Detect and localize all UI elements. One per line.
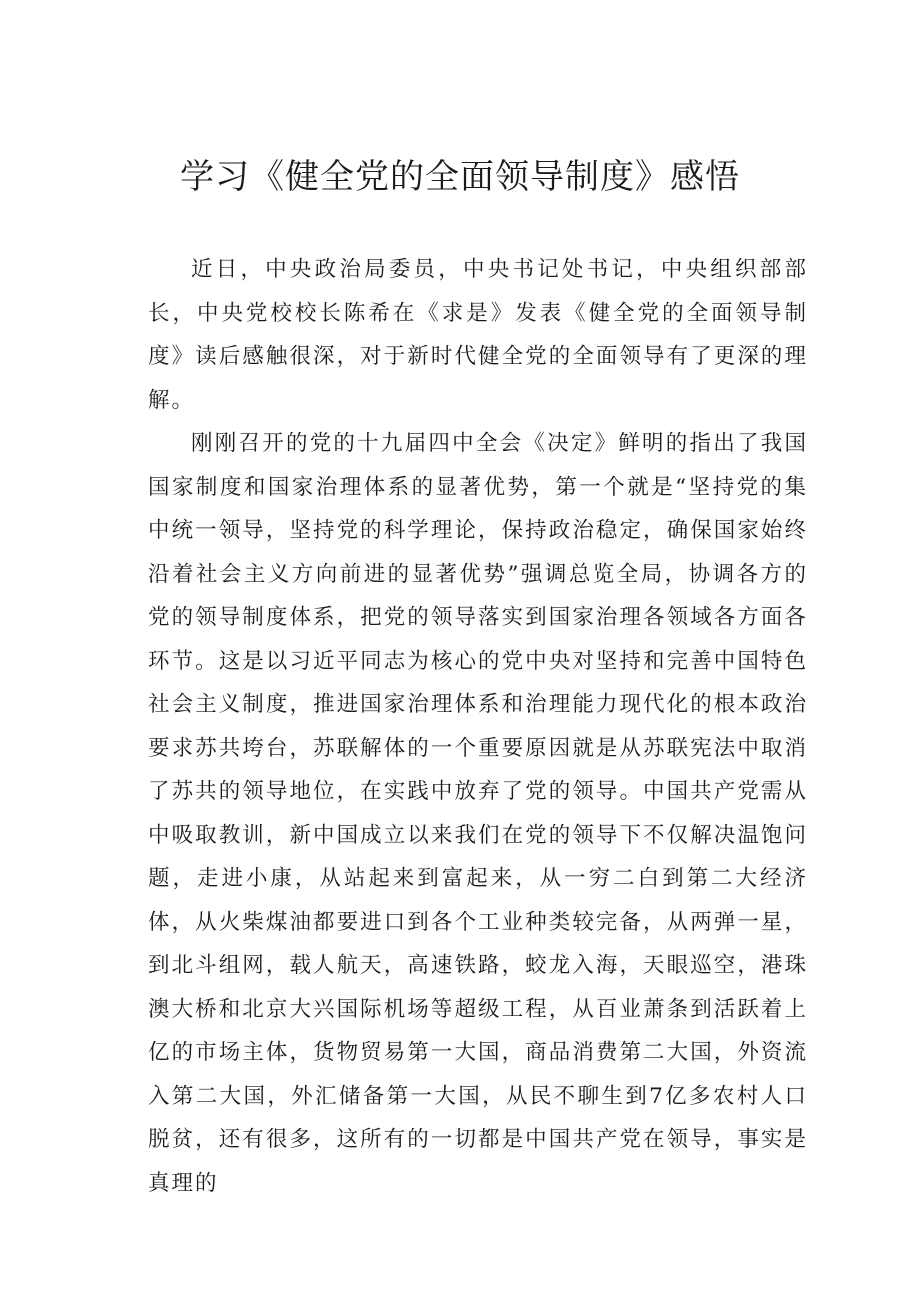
document-title: 学习《健全党的全面领导制度》感悟 (180, 157, 740, 197)
paragraph-intro: 近日，中央政治局委员，中央书记处书记，中央组织部部长，中央党校校长陈希在《求是》发表《健全党的全面领导制度》读后感触很深，对于新时代健全党的全面领导有了更深的理解。 (148, 257, 808, 413)
document-body (148, 248, 808, 1205)
paragraph-main: 刚刚召开的党的十九届四中全会《决定》鲜明的指出了我国国家制度和国家治理体系的显著优势，第一个就是“坚持党的集中统一领导，坚持党的科学理论，保持政治稳定，确保国家始终沿着社会主义方向前进的显著优势”强调总览全局，协调各方的党的领导制度体系，把党的领导落实到国家治理各领域各方面各环节。这是以习近平同志为核心的党中央对坚持和完善中国特色社会主义制度，推进国家治理体系和治理能力现代化的根本政治要求苏共垮台，苏联解体的一个重要原因就是从苏联宪法中取消了苏共的领导地位，在实践中放弃了党的领导。中国共产党需从中吸取教训，新中国成立以来我们在党的领导下不仅解决温饱问题，走进小康，从站起来到富起来，从一穷二白到第二大经济体，从火柴煤油都要进口到各个工业种类较完备，从两弹一星，到北斗组网，载人航天，高速铁路，蛟龙入海，天眼巡空，港珠澳大桥和北京大兴国际机场等超级工程，从百业萧条到活跃着上亿的市场主体，货物贸易第一大国，商品消费第二大国，外资流入第二大国，外汇储备第一大国，从民不聊生到7亿多农村人口脱贫，还有很多，这所有的一切都是中国共产党在领导，事实是真理的 (148, 431, 808, 1196)
